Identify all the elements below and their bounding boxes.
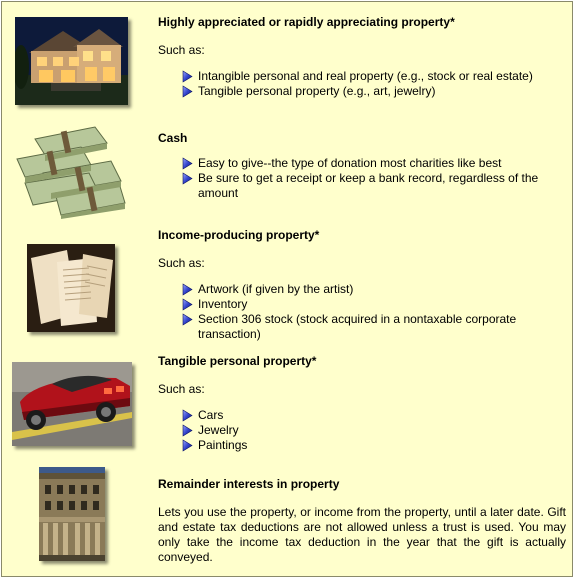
list-item (182, 69, 566, 84)
list-item-text: Intangible personal and real property (e.g., stock or real estate) (198, 69, 533, 83)
bullet-arrow-icon (182, 85, 193, 98)
list-item (182, 297, 566, 312)
section-title: Income-producing property* (158, 228, 320, 242)
bullet-arrow-icon (182, 313, 193, 326)
section-title: Highly appreciated or rapidly appreciating property* (158, 15, 455, 29)
section-appreciated-property (158, 15, 566, 99)
list-item (182, 282, 566, 297)
section-cash (158, 131, 566, 201)
bullet-list (158, 69, 566, 99)
section-remainder-interests (158, 477, 566, 565)
documents-photo (27, 244, 115, 332)
list-item (182, 408, 566, 423)
bullet-arrow-icon (182, 424, 193, 437)
list-item-text: Paintings (198, 438, 248, 452)
section-title: Cash (158, 131, 188, 145)
car-photo (12, 362, 132, 446)
page (1, 1, 573, 577)
list-item (182, 438, 566, 453)
list-item-text: Inventory (198, 297, 248, 311)
list-item (182, 156, 566, 171)
list-item-text: Artwork (if given by the artist) (198, 282, 354, 296)
bullet-arrow-icon (182, 439, 193, 452)
section-body: Lets you use the property, or income from the property, until a later date. Gift and estate tax deductions are not allowed unless a trust is used. You may only take the income tax deduction in the year that the gift is actually conveyed. (158, 505, 566, 564)
list-item (182, 171, 566, 201)
section-title: Remainder interests in property (158, 477, 340, 491)
list-item-text: Jewelry (198, 423, 239, 437)
list-item-text: Be sure to get a receipt or keep a bank record, regardless of the amount (198, 171, 539, 200)
bullet-list (158, 156, 566, 201)
list-item (182, 423, 566, 438)
list-item (182, 84, 566, 99)
bullet-arrow-icon (182, 409, 193, 422)
list-item-text: Cars (198, 408, 224, 422)
section-title: Tangible personal property* (158, 354, 317, 368)
bullet-arrow-icon (182, 172, 193, 185)
bullet-list (158, 408, 566, 453)
bullet-arrow-icon (182, 298, 193, 311)
bank-building-photo (39, 467, 105, 561)
bullet-arrow-icon (182, 70, 193, 83)
list-item (182, 312, 566, 342)
list-item-text: Tangible personal property (e.g., art, jewelry) (198, 84, 436, 98)
house-photo (15, 17, 128, 105)
section-tangible-personal-property (158, 354, 566, 453)
bullet-arrow-icon (182, 283, 193, 296)
cash-photo (15, 121, 127, 219)
section-intro: Such as: (158, 256, 205, 270)
section-intro: Such as: (158, 382, 205, 396)
bullet-list (158, 282, 566, 342)
bullet-arrow-icon (182, 157, 193, 170)
section-intro: Such as: (158, 43, 205, 57)
list-item-text: Section 306 stock (stock acquired in a nontaxable corporate transaction) (198, 312, 517, 341)
list-item-text: Easy to give--the type of donation most charities like best (198, 156, 502, 170)
section-income-producing-property (158, 228, 566, 342)
